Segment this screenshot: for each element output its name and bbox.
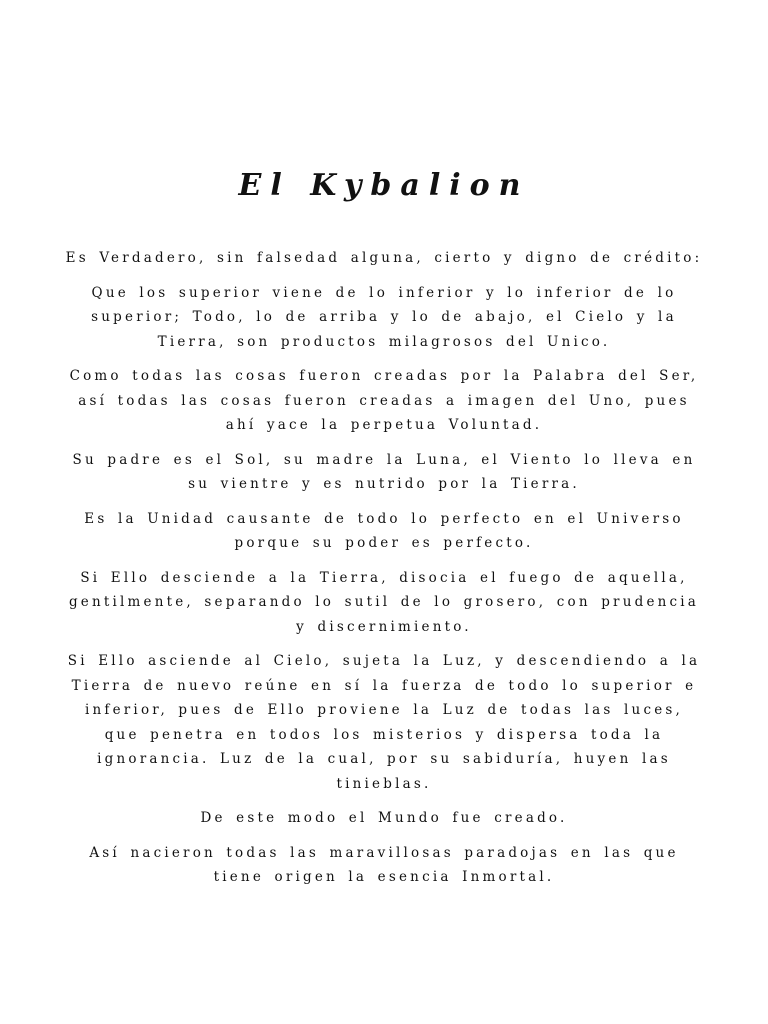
paragraph: Es Verdadero, sin falsedad alguna, cierto y digno de crédito: [65,250,703,266]
paragraph: Si Ello desciende a la Tierra, disocia el fuego de aquella, gentilmente, separando lo sutil de lo grosero, con prudencia y discernimiento. [68,569,700,635]
paragraph: Que los superior viene de lo inferior y lo inferior de lo superior; Todo, lo de arriba y lo de abajo, el Cielo y la Tierra, son productos milagrosos del Unico. [91,284,677,350]
paragraph: Si Ello asciende al Cielo, sujeta la Luz, y descendiendo a la Tierra de nuevo reúne en sí la fuerza de todo lo superior e inferior, pues de Ello proviene la Luz de todas las luces, que penetra en todos los misterios y dispersa toda la ignorancia. Luz de la cual, por su sabiduría, huyen las tinieblas. [67,653,701,792]
document-body [64,246,704,900]
paragraph: Su padre es el Sol, su madre la Luna, el Viento lo lleva en su vientre y es nutrido por la Tierra. [72,451,696,492]
paragraph: Como todas las cosas fueron creadas por la Palabra del Ser, así todas las cosas fueron creadas a imagen del Uno, pues ahí yace la perpetua Voluntad. [69,368,699,433]
paragraph: Así nacieron todas las maravillosas paradojas en las que tiene origen la esencia Inmortal. [89,844,679,885]
paragraph: Es la Unidad causante de todo lo perfecto en el Universo porque su poder es perfecto. [84,510,684,551]
paragraph: De este modo el Mundo fue creado. [200,810,568,826]
document-title: El Kybalion [238,168,530,203]
